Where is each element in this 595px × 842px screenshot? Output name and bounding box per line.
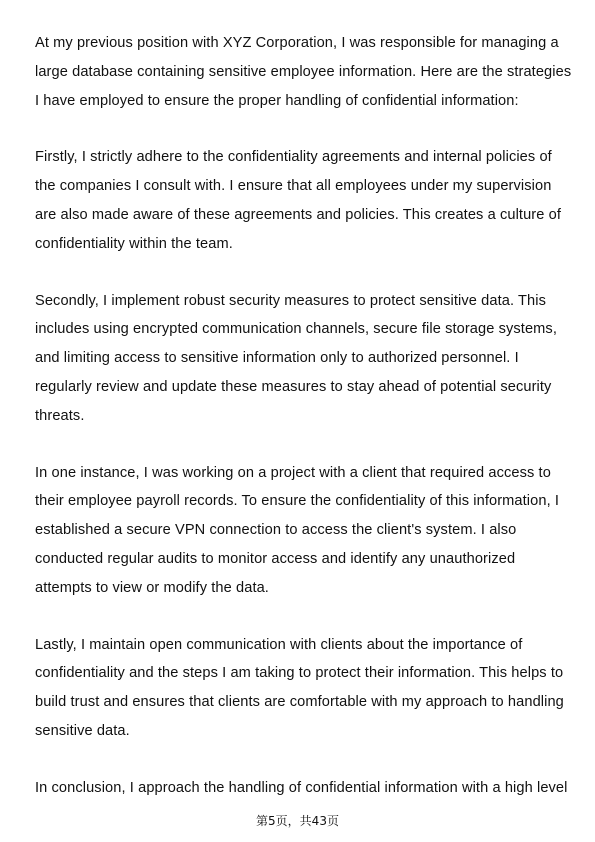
text-line: I have employed to ensure the proper handling of confidential information:	[35, 92, 519, 109]
paragraph-conclusion	[35, 774, 568, 803]
text-line: In one instance, I was working on a project with a client that required access to	[35, 464, 551, 481]
text-line: Lastly, I maintain open communication with clients about the importance of	[35, 636, 523, 653]
text-line: build trust and ensures that clients are comfortable with my approach to handling	[35, 694, 564, 711]
document-body	[35, 29, 572, 831]
text-line: threats.	[35, 407, 85, 424]
paragraph-intro	[35, 29, 572, 115]
text-line: conducted regular audits to monitor access and identify any unauthorized	[35, 550, 516, 567]
text-line: their employee payroll records. To ensure the confidentiality of this information, I	[35, 493, 560, 510]
text-line: and limiting access to sensitive information only to authorized personnel. I	[35, 350, 519, 367]
text-line: attempts to view or modify the data.	[35, 579, 269, 596]
text-line: regularly review and update these measures to stay ahead of potential security	[35, 378, 552, 395]
text-line: In conclusion, I approach the handling of confidential information with a high level	[35, 779, 568, 796]
text-line: Firstly, I strictly adhere to the confidentiality agreements and internal policies of	[35, 149, 552, 166]
paragraph-secondly	[35, 287, 560, 431]
paragraph-lastly	[35, 631, 564, 746]
text-line: At my previous position with XYZ Corporation, I was responsible for managing a	[35, 35, 559, 51]
text-line: the companies I consult with. I ensure that all employees under my supervision	[35, 178, 552, 195]
text-line: includes using encrypted communication channels, secure file storage systems,	[35, 321, 557, 338]
text-line: confidentiality within the team.	[35, 235, 233, 252]
paragraph-instance	[35, 459, 560, 603]
text-line: large database containing sensitive employee information. Here are the strategies	[35, 63, 572, 80]
text-line: Secondly, I implement robust security measures to protect sensitive data. This	[35, 292, 546, 309]
text-line: are also made aware of these agreements and policies. This creates a culture of	[35, 206, 561, 223]
text-line: sensitive data.	[35, 722, 130, 739]
paragraph-firstly	[35, 143, 560, 258]
text-line: established a secure VPN connection to access the client's system. I also	[35, 522, 517, 539]
page-number-footer: 第5页，共43页	[256, 814, 339, 828]
text-line: confidentiality and the steps I am taking to protect their information. This helps to	[35, 665, 564, 682]
